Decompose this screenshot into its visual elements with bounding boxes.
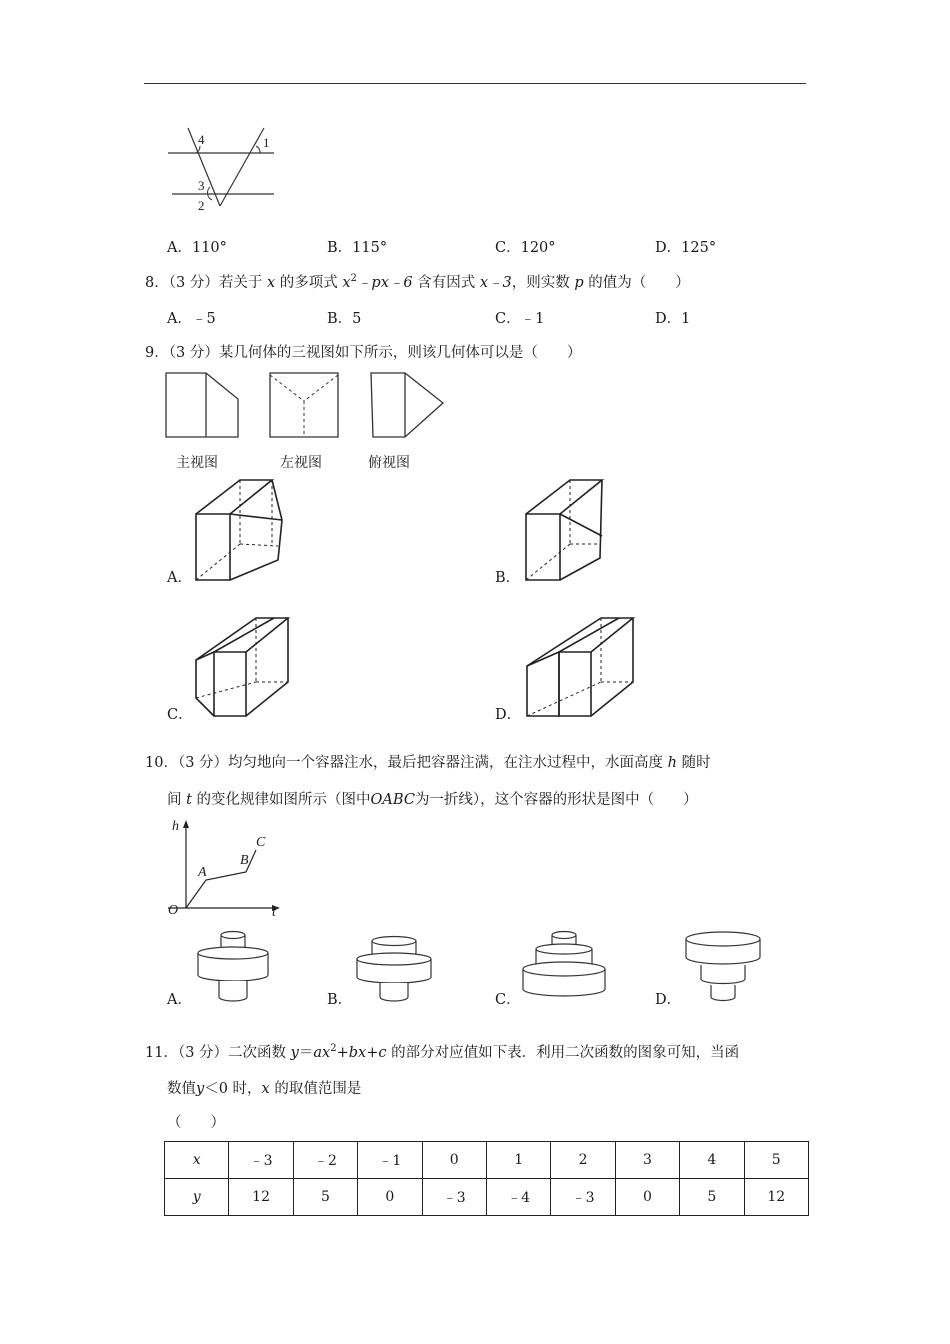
table-cell: 4 xyxy=(680,1142,744,1179)
q10-label-c: C xyxy=(256,835,266,850)
q10-option-b-container xyxy=(354,927,436,1003)
q10-label-h: h xyxy=(172,819,179,834)
q9-side-view-label: 左视图 xyxy=(280,455,322,471)
q10-graph xyxy=(160,814,290,922)
q7-label-1: 1 xyxy=(263,135,270,150)
table-cell: ﹣3 xyxy=(551,1179,615,1216)
table-cell: ﹣1 xyxy=(358,1142,422,1179)
table-cell: 0 xyxy=(358,1179,422,1216)
table-cell: 2 xyxy=(551,1142,615,1179)
q7-label-4: 4 xyxy=(198,132,205,147)
table-cell: 5 xyxy=(680,1179,744,1216)
q11-question-line2: 数值y＜0 时，x 的取值范围是 xyxy=(167,1081,362,1097)
q9-option-c: C． xyxy=(167,707,193,723)
q10-option-d-container xyxy=(683,927,763,1003)
table-cell: ﹣4 xyxy=(486,1179,550,1216)
q9-option-d-solid xyxy=(523,614,637,720)
q11-question-line1: 11．（3 分）二次函数 $y=ax^2+bx+c$ 的部分对应值如下表．利用二次函数的图象可知，当函 xyxy=(145,1043,740,1061)
q10-label-o: O xyxy=(168,903,179,918)
q9-option-a-solid xyxy=(190,476,290,584)
q8-question: 8．（3 分）若关于 x 的多项式 $x^2﹣px﹣6$ 含有因式 x﹣3，则实数 p 的值为（ ） xyxy=(145,273,690,291)
table-cell: 1 xyxy=(486,1142,550,1179)
table-cell: 0 xyxy=(422,1142,486,1179)
table-cell: 5 xyxy=(744,1142,808,1179)
header-rule xyxy=(144,83,806,84)
q9-question: 9．（3 分）某几何体的三视图如下所示，则该几何体可以是（ ） xyxy=(145,345,582,361)
q10-label-a: A xyxy=(198,865,207,880)
q8-option-d: D．1 xyxy=(655,311,691,327)
q9-top-view-label: 俯视图 xyxy=(368,455,410,471)
table-row-x xyxy=(165,1142,809,1179)
q10-option-a-container xyxy=(195,927,275,1003)
q11-answer-paren: （ ） xyxy=(167,1115,225,1131)
q10-question-line2: 间 t 的变化规律如图所示（图中OABC为一折线），这个容器的形状是图中（ ） xyxy=(167,792,698,808)
q9-front-view-label: 主视图 xyxy=(176,455,218,471)
table-header-x: x xyxy=(165,1142,229,1179)
table-header-y: y xyxy=(165,1179,229,1216)
table-cell: 0 xyxy=(615,1179,679,1216)
q10-option-d: D． xyxy=(655,992,682,1008)
table-cell: 12 xyxy=(744,1179,808,1216)
q10-option-c-container xyxy=(520,927,608,1003)
q8-option-b: B．5 xyxy=(327,311,362,327)
table-cell: ﹣3 xyxy=(229,1142,293,1179)
q8-option-a: A．﹣5 xyxy=(167,311,216,327)
q9-side-view xyxy=(268,371,340,439)
q7-label-3: 3 xyxy=(198,178,205,193)
q9-top-view xyxy=(369,371,447,439)
q7-label-2: 2 xyxy=(198,198,205,213)
q9-option-c-solid xyxy=(190,614,294,720)
q11-value-table xyxy=(164,1141,809,1216)
table-cell: 5 xyxy=(293,1179,357,1216)
q10-option-a: A． xyxy=(167,992,192,1008)
q10-label-b: B xyxy=(240,853,249,868)
table-cell: 12 xyxy=(229,1179,293,1216)
q7-option-b: B．115° xyxy=(327,240,388,256)
table-cell: ﹣3 xyxy=(422,1179,486,1216)
q9-option-b-solid xyxy=(520,476,610,584)
q7-option-a: A．110° xyxy=(167,240,227,256)
q9-option-d: D． xyxy=(495,707,522,723)
q8-option-c: C．﹣1 xyxy=(495,311,545,327)
q7-option-d: D．125° xyxy=(655,240,717,256)
table-cell: 3 xyxy=(615,1142,679,1179)
q10-label-t: t xyxy=(272,905,276,920)
q7-option-c: C．120° xyxy=(495,240,556,256)
q9-front-view xyxy=(164,371,244,439)
table-row-y xyxy=(165,1179,809,1216)
q10-question-line1: 10．（3 分）均匀地向一个容器注水，最后把容器注满，在注水过程中，水面高度 h 随时 xyxy=(145,755,711,771)
q9-option-b: B． xyxy=(495,570,521,586)
table-cell: ﹣2 xyxy=(293,1142,357,1179)
q9-option-a: A． xyxy=(167,570,192,586)
q7-angle-figure xyxy=(160,120,290,220)
q10-option-c: C． xyxy=(495,992,521,1008)
q10-option-b: B． xyxy=(327,992,353,1008)
